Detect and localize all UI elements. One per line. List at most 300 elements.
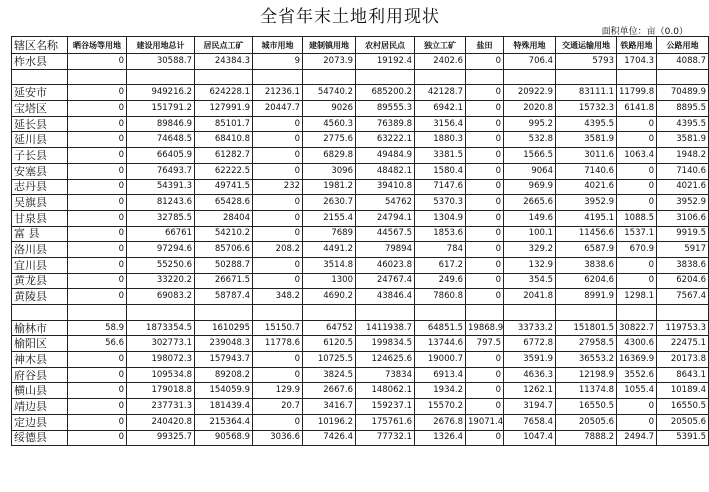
table-cell: 49741.5 <box>195 179 253 195</box>
table-cell: 56.6 <box>68 336 127 352</box>
table-cell: 1063.4 <box>617 148 657 164</box>
column-header: 建设用地总计 <box>127 37 195 54</box>
table-cell: 302773.1 <box>127 336 195 352</box>
table-cell: 0 <box>68 179 127 195</box>
table-cell: 0 <box>68 430 127 446</box>
table-cell: 119753.3 <box>657 320 709 336</box>
table-cell <box>127 305 195 321</box>
table-cell: 0 <box>466 195 504 211</box>
table-cell: 50288.7 <box>195 257 253 273</box>
region-name: 宜川县 <box>12 257 68 273</box>
table-cell: 348.2 <box>253 289 303 305</box>
table-cell: 0 <box>68 352 127 368</box>
table-cell: 19071.4 <box>466 414 504 430</box>
spacer-row <box>12 69 709 85</box>
table-cell: 55250.6 <box>127 257 195 273</box>
table-cell: 3514.8 <box>303 257 356 273</box>
table-cell: 54762 <box>356 195 415 211</box>
table-cell: 65428.6 <box>195 195 253 211</box>
region-name: 榆林市 <box>12 320 68 336</box>
table-cell <box>12 305 68 321</box>
table-cell: 969.9 <box>504 179 556 195</box>
table-cell: 20447.7 <box>253 101 303 117</box>
table-cell: 7140.6 <box>556 163 617 179</box>
table-cell: 0 <box>617 273 657 289</box>
table-cell: 0 <box>466 132 504 148</box>
table-cell: 68410.8 <box>195 132 253 148</box>
table-cell: 2665.6 <box>504 195 556 211</box>
table-cell: 64851.5 <box>415 320 466 336</box>
table-cell: 0 <box>68 163 127 179</box>
table-cell: 199834.5 <box>356 336 415 352</box>
table-row <box>12 320 709 336</box>
table-cell: 7658.4 <box>504 414 556 430</box>
table-cell: 0 <box>68 242 127 258</box>
table-cell: 11456.6 <box>556 226 617 242</box>
table-row <box>12 414 709 430</box>
table-cell: 532.8 <box>504 132 556 148</box>
table-cell <box>356 305 415 321</box>
region-name: 府谷县 <box>12 367 68 383</box>
table-row <box>12 116 709 132</box>
table-cell: 77732.1 <box>356 430 415 446</box>
table-cell: 7860.8 <box>415 289 466 305</box>
table-cell: 670.9 <box>617 242 657 258</box>
table-cell: 3416.7 <box>303 399 356 415</box>
table-cell: 0 <box>68 414 127 430</box>
table-cell: 81243.6 <box>127 195 195 211</box>
table-cell: 24794.1 <box>356 210 415 226</box>
table-cell: 0 <box>253 163 303 179</box>
table-cell: 85101.7 <box>195 116 253 132</box>
table-row <box>12 289 709 305</box>
table-cell: 58.9 <box>68 320 127 336</box>
table-cell: 32785.5 <box>127 210 195 226</box>
table-cell: 33733.2 <box>504 320 556 336</box>
table-cell: 6204.6 <box>657 273 709 289</box>
table-cell: 949216.2 <box>127 85 195 101</box>
table-cell: 3106.6 <box>657 210 709 226</box>
table-row <box>12 195 709 211</box>
table-cell: 1298.1 <box>617 289 657 305</box>
table-cell: 0 <box>68 132 127 148</box>
table-cell: 2630.7 <box>303 195 356 211</box>
table-cell: 0 <box>253 414 303 430</box>
table-cell: 5370.3 <box>415 195 466 211</box>
table-cell: 4491.2 <box>303 242 356 258</box>
table-cell: 6942.1 <box>415 101 466 117</box>
table-cell: 0 <box>253 148 303 164</box>
table-cell: 154059.9 <box>195 383 253 399</box>
table-cell <box>504 305 556 321</box>
region-name: 柞水县 <box>12 54 68 70</box>
table-cell: 61282.7 <box>195 148 253 164</box>
table-cell: 16550.5 <box>657 399 709 415</box>
table-cell: 3591.9 <box>504 352 556 368</box>
table-cell: 30588.7 <box>127 54 195 70</box>
table-cell: 3011.6 <box>556 148 617 164</box>
table-row <box>12 148 709 164</box>
table-cell: 11778.6 <box>253 336 303 352</box>
table-cell: 127991.9 <box>195 101 253 117</box>
table-row <box>12 273 709 289</box>
column-header: 建制镇用地 <box>303 37 356 54</box>
table-cell: 0 <box>466 101 504 117</box>
table-cell: 0 <box>68 85 127 101</box>
table-cell: 15150.7 <box>253 320 303 336</box>
table-cell: 2775.6 <box>303 132 356 148</box>
table-cell: 129.9 <box>253 383 303 399</box>
table-cell: 624228.1 <box>195 85 253 101</box>
table-cell: 69083.2 <box>127 289 195 305</box>
table-cell: 9 <box>253 54 303 70</box>
table-cell: 21236.1 <box>253 85 303 101</box>
table-cell: 232 <box>253 179 303 195</box>
table-cell: 175761.6 <box>356 414 415 430</box>
table-cell: 1853.6 <box>415 226 466 242</box>
table-cell: 617.2 <box>415 257 466 273</box>
table-cell: 6829.8 <box>303 148 356 164</box>
table-cell: 7426.4 <box>303 430 356 446</box>
table-cell: 4088.7 <box>657 54 709 70</box>
table-cell: 15732.3 <box>556 101 617 117</box>
spacer-row <box>12 305 709 321</box>
table-cell: 0 <box>253 132 303 148</box>
table-cell: 0 <box>617 179 657 195</box>
table-cell <box>466 305 504 321</box>
table-cell: 3838.6 <box>657 257 709 273</box>
table-row <box>12 54 709 70</box>
table-cell: 0 <box>253 257 303 273</box>
table-cell: 7567.4 <box>657 289 709 305</box>
table-cell: 685200.2 <box>356 85 415 101</box>
table-cell <box>253 305 303 321</box>
table-cell: 215364.4 <box>195 414 253 430</box>
table-cell: 0 <box>68 226 127 242</box>
table-cell: 0 <box>466 430 504 446</box>
table-cell: 0 <box>466 54 504 70</box>
table-cell: 76493.7 <box>127 163 195 179</box>
table-cell: 58787.4 <box>195 289 253 305</box>
table-cell: 99325.7 <box>127 430 195 446</box>
table-row <box>12 101 709 117</box>
table-cell: 19868.9 <box>466 320 504 336</box>
table-row <box>12 163 709 179</box>
table-cell: 1537.1 <box>617 226 657 242</box>
table-cell: 3381.5 <box>415 148 466 164</box>
table-cell: 0 <box>617 116 657 132</box>
region-name: 吴旗县 <box>12 195 68 211</box>
table-cell: 63222.1 <box>356 132 415 148</box>
table-row <box>12 242 709 258</box>
table-cell: 89846.9 <box>127 116 195 132</box>
table-cell: 2676.8 <box>415 414 466 430</box>
table-cell: 0 <box>253 273 303 289</box>
table-cell: 11799.8 <box>617 85 657 101</box>
table-cell: 3581.9 <box>556 132 617 148</box>
table-cell: 2041.8 <box>504 289 556 305</box>
table-cell: 0 <box>466 148 504 164</box>
table-cell: 1566.5 <box>504 148 556 164</box>
table-cell: 6913.4 <box>415 367 466 383</box>
table-cell: 7888.2 <box>556 430 617 446</box>
table-cell: 240420.8 <box>127 414 195 430</box>
table-cell: 39410.8 <box>356 179 415 195</box>
table-cell: 5391.5 <box>657 430 709 446</box>
table-cell: 11374.8 <box>556 383 617 399</box>
column-header: 居民点工矿 <box>195 37 253 54</box>
table-cell: 64752 <box>303 320 356 336</box>
table-cell: 784 <box>415 242 466 258</box>
table-cell: 0 <box>466 399 504 415</box>
table-cell: 4021.6 <box>556 179 617 195</box>
table-row <box>12 430 709 446</box>
table-cell <box>466 69 504 85</box>
table-cell: 0 <box>466 289 504 305</box>
region-name: 延安市 <box>12 85 68 101</box>
table-cell: 16550.5 <box>556 399 617 415</box>
table-cell: 0 <box>68 101 127 117</box>
table-cell: 8643.1 <box>657 367 709 383</box>
table-cell: 4395.5 <box>556 116 617 132</box>
table-cell: 3581.9 <box>657 132 709 148</box>
column-header: 盐田 <box>466 37 504 54</box>
table-cell: 1873354.5 <box>127 320 195 336</box>
table-cell: 33220.2 <box>127 273 195 289</box>
table-cell: 44567.5 <box>356 226 415 242</box>
table-cell: 5917 <box>657 242 709 258</box>
table-cell: 1580.4 <box>415 163 466 179</box>
table-cell: 0 <box>466 257 504 273</box>
table-cell <box>127 69 195 85</box>
table-cell: 3838.6 <box>556 257 617 273</box>
table-cell: 995.2 <box>504 116 556 132</box>
table-cell: 151791.2 <box>127 101 195 117</box>
table-cell: 3952.9 <box>556 195 617 211</box>
table-cell: 36553.2 <box>556 352 617 368</box>
region-name: 黄陵县 <box>12 289 68 305</box>
table-cell: 20505.6 <box>657 414 709 430</box>
table-cell: 4395.5 <box>657 116 709 132</box>
table-row <box>12 226 709 242</box>
table-cell: 2155.4 <box>303 210 356 226</box>
table-cell: 109534.8 <box>127 367 195 383</box>
table-cell: 76389.8 <box>356 116 415 132</box>
table-cell <box>415 69 466 85</box>
table-cell: 9064 <box>504 163 556 179</box>
table-cell: 0 <box>617 257 657 273</box>
table-cell <box>253 69 303 85</box>
table-cell: 1934.2 <box>415 383 466 399</box>
region-name: 安塞县 <box>12 163 68 179</box>
table-cell: 3194.7 <box>504 399 556 415</box>
table-cell: 28404 <box>195 210 253 226</box>
table-cell: 83111.1 <box>556 85 617 101</box>
region-name: 志丹县 <box>12 179 68 195</box>
table-cell: 10196.2 <box>303 414 356 430</box>
table-cell: 0 <box>617 399 657 415</box>
table-cell: 26671.5 <box>195 273 253 289</box>
table-row <box>12 257 709 273</box>
table-cell: 43846.4 <box>356 289 415 305</box>
table-cell: 5793 <box>556 54 617 70</box>
table-cell: 157943.7 <box>195 352 253 368</box>
table-cell: 10189.4 <box>657 383 709 399</box>
column-header: 公路用地 <box>657 37 709 54</box>
table-cell: 1948.2 <box>657 148 709 164</box>
table-cell: 4560.3 <box>303 116 356 132</box>
table-cell: 8991.9 <box>556 289 617 305</box>
table-cell: 0 <box>466 116 504 132</box>
table-cell: 8895.5 <box>657 101 709 117</box>
table-row <box>12 85 709 101</box>
table-cell <box>68 69 127 85</box>
table-cell <box>556 69 617 85</box>
table-cell: 73834 <box>356 367 415 383</box>
table-cell: 46023.8 <box>356 257 415 273</box>
table-cell: 1411938.7 <box>356 320 415 336</box>
table-cell <box>356 69 415 85</box>
table-cell: 237731.3 <box>127 399 195 415</box>
column-header: 独立工矿 <box>415 37 466 54</box>
table-cell: 70489.9 <box>657 85 709 101</box>
table-row <box>12 336 709 352</box>
table-cell: 24767.4 <box>356 273 415 289</box>
table-cell: 20173.8 <box>657 352 709 368</box>
table-cell: 4195.1 <box>556 210 617 226</box>
table-cell: 1326.4 <box>415 430 466 446</box>
region-name: 绥德县 <box>12 430 68 446</box>
table-cell: 66761 <box>127 226 195 242</box>
column-header: 特殊用地 <box>504 37 556 54</box>
table-cell: 208.2 <box>253 242 303 258</box>
table-cell: 90568.9 <box>195 430 253 446</box>
table-cell: 1880.3 <box>415 132 466 148</box>
table-cell: 0 <box>68 148 127 164</box>
table-cell: 2494.7 <box>617 430 657 446</box>
table-row <box>12 399 709 415</box>
table-cell: 1704.3 <box>617 54 657 70</box>
table-cell: 66405.9 <box>127 148 195 164</box>
table-cell: 22475.1 <box>657 336 709 352</box>
table-row <box>12 210 709 226</box>
table-cell: 4690.2 <box>303 289 356 305</box>
table-cell: 0 <box>68 210 127 226</box>
table-cell: 3952.9 <box>657 195 709 211</box>
table-cell: 706.4 <box>504 54 556 70</box>
table-cell: 1055.4 <box>617 383 657 399</box>
table-cell: 132.9 <box>504 257 556 273</box>
table-cell <box>617 305 657 321</box>
table-cell: 3096 <box>303 163 356 179</box>
table-cell: 124625.6 <box>356 352 415 368</box>
table-cell: 20505.6 <box>556 414 617 430</box>
region-name: 子长县 <box>12 148 68 164</box>
column-header: 城市用地 <box>253 37 303 54</box>
table-cell: 0 <box>466 242 504 258</box>
table-cell: 20922.9 <box>504 85 556 101</box>
table-cell: 97294.6 <box>127 242 195 258</box>
table-cell: 89208.2 <box>195 367 253 383</box>
table-cell: 6120.5 <box>303 336 356 352</box>
table-cell: 3824.5 <box>303 367 356 383</box>
table-cell: 12198.9 <box>556 367 617 383</box>
table-cell: 0 <box>68 195 127 211</box>
table-cell: 20.7 <box>253 399 303 415</box>
table-cell: 74648.5 <box>127 132 195 148</box>
column-header: 辖区名称 <box>12 37 68 54</box>
table-cell: 198072.3 <box>127 352 195 368</box>
table-cell: 0 <box>466 85 504 101</box>
table-cell: 1088.5 <box>617 210 657 226</box>
page-title: 全省年末土地利用现状 <box>260 7 440 27</box>
table-cell: 54740.2 <box>303 85 356 101</box>
table-cell: 0 <box>466 352 504 368</box>
table-cell <box>303 69 356 85</box>
table-cell <box>504 69 556 85</box>
column-header: 铁路用地 <box>617 37 657 54</box>
table-cell <box>195 69 253 85</box>
table-cell: 27958.5 <box>556 336 617 352</box>
region-name: 延长县 <box>12 116 68 132</box>
table-cell: 0 <box>466 383 504 399</box>
table-cell: 7140.6 <box>657 163 709 179</box>
table-cell <box>12 69 68 85</box>
table-cell: 0 <box>617 414 657 430</box>
table-cell: 49484.9 <box>356 148 415 164</box>
table-cell: 19192.4 <box>356 54 415 70</box>
table-cell: 1304.9 <box>415 210 466 226</box>
table-cell: 0 <box>68 367 127 383</box>
table-cell: 30822.7 <box>617 320 657 336</box>
table-cell: 1610295 <box>195 320 253 336</box>
table-cell: 179018.8 <box>127 383 195 399</box>
table-cell: 85706.6 <box>195 242 253 258</box>
table-cell <box>195 305 253 321</box>
region-name: 延川县 <box>12 132 68 148</box>
table-cell: 1300 <box>303 273 356 289</box>
table-cell: 79894 <box>356 242 415 258</box>
table-cell: 239048.3 <box>195 336 253 352</box>
table-row <box>12 383 709 399</box>
table-cell: 2073.9 <box>303 54 356 70</box>
table-cell: 6204.6 <box>556 273 617 289</box>
table-cell: 0 <box>617 195 657 211</box>
table-cell: 0 <box>466 163 504 179</box>
table-cell: 0 <box>253 116 303 132</box>
table-cell: 7147.6 <box>415 179 466 195</box>
table-cell: 89555.3 <box>356 101 415 117</box>
table-cell: 0 <box>68 399 127 415</box>
table-cell: 0 <box>68 54 127 70</box>
table-row <box>12 367 709 383</box>
table-cell: 0 <box>253 352 303 368</box>
land-use-table <box>11 36 709 446</box>
table-cell: 2402.6 <box>415 54 466 70</box>
table-cell: 0 <box>68 383 127 399</box>
table-cell: 42128.7 <box>415 85 466 101</box>
table-cell: 0 <box>253 210 303 226</box>
table-cell: 15570.2 <box>415 399 466 415</box>
table-cell: 9919.5 <box>657 226 709 242</box>
table-cell: 1047.4 <box>504 430 556 446</box>
table-cell: 0 <box>68 273 127 289</box>
table-cell: 159237.1 <box>356 399 415 415</box>
table-row <box>12 179 709 195</box>
table-cell: 354.5 <box>504 273 556 289</box>
column-header: 农村居民点 <box>356 37 415 54</box>
table-cell: 0 <box>68 116 127 132</box>
